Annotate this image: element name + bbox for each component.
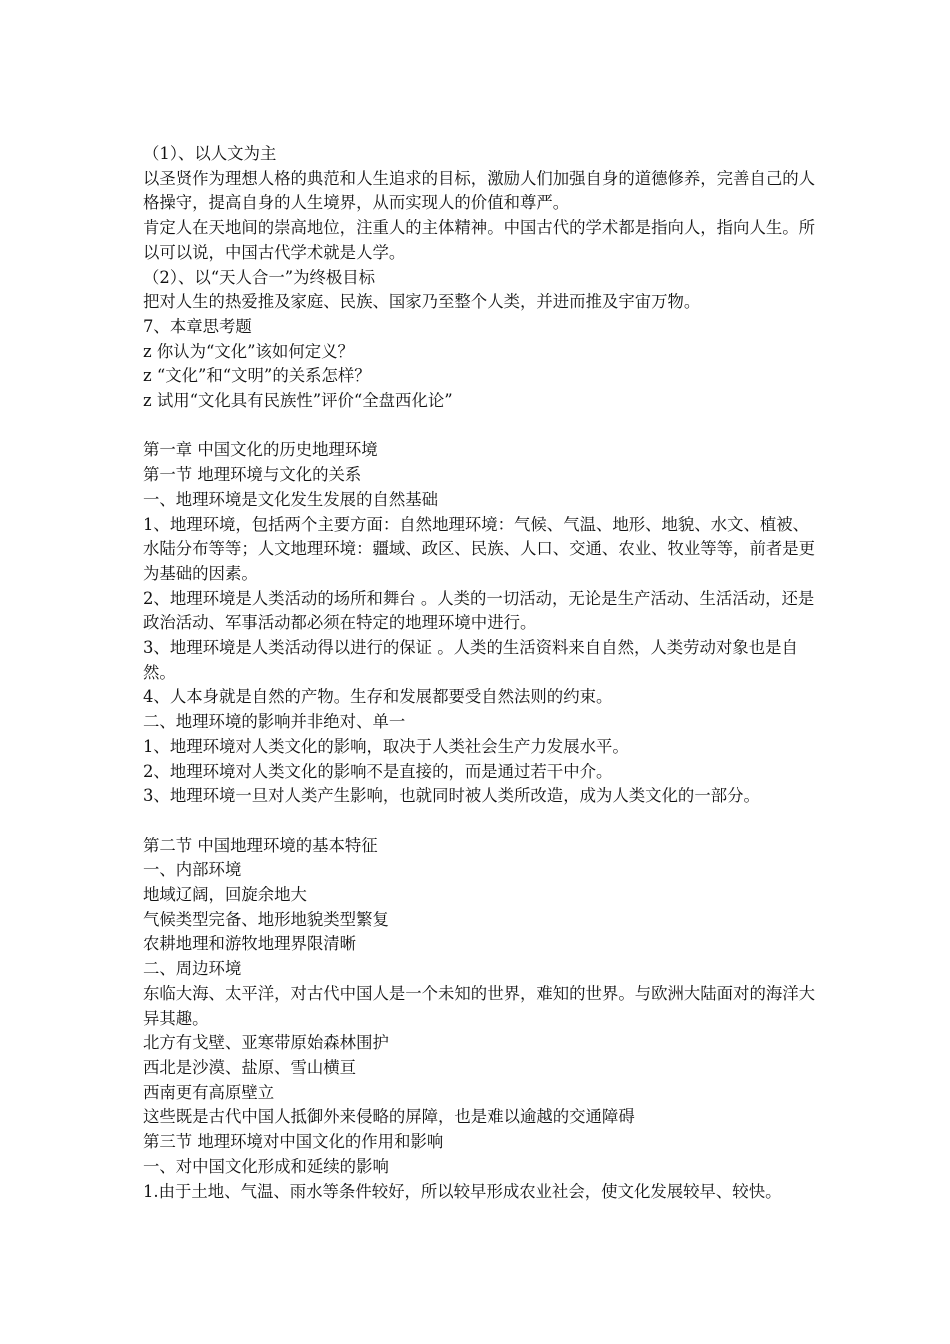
paragraph: 北方有戈壁、亚寒带原始森林围护: [143, 1033, 389, 1053]
section-title: 第二节 中国地理环境的基本特征: [143, 835, 378, 855]
subheading: 二、周边环境: [143, 959, 242, 979]
question-item: z 你认为“文化”该如何定义？: [143, 341, 354, 361]
section-title: 第三节 地理环境对中国文化的作用和影响: [143, 1132, 444, 1152]
blank-line: [143, 414, 823, 439]
paragraph-human-status: 肯定人在天地间的崇高地位，注重人的主体精神。中国古代的学术都是指向人，指向人生。所以可以说，中国古代学术就是人学。: [143, 218, 816, 262]
section-geography-features: [143, 834, 823, 1205]
section-humanism: [143, 142, 823, 414]
paragraph: 西南更有高原壁立: [143, 1082, 275, 1102]
section-chapter-one: [143, 438, 823, 809]
list-item: 3、地理环境一旦对人类产生影响，也就同时被人类所改造，成为人类文化的一部分。: [143, 786, 760, 806]
list-item: 1.由于土地、气温、雨水等条件较好，所以较早形成农业社会，使文化发展较早、较快。: [143, 1181, 782, 1201]
list-item: 3、地理环境是人类活动得以进行的保证 。人类的生活资料来自自然，人类劳动对象也是自然。: [143, 638, 798, 682]
list-item: 2、地理环境对人类文化的影响不是直接的，而是通过若干中介。: [143, 761, 613, 781]
subheading: 一、对中国文化形成和延续的影响: [143, 1156, 389, 1176]
paragraph-sages: 以圣贤作为理想人格的典范和人生追求的目标，激励人们加强自身的道德修养，完善自己的人格操守，提高自身的人生境界，从而实现人的价值和尊严。: [143, 168, 816, 213]
subheading-humanism: （1）、以人文为主: [143, 144, 277, 163]
question-item: z 试用“文化具有民族性”评价“全盘西化论”: [143, 391, 453, 411]
chapter-title: 第一章 中国文化的历史地理环境: [143, 440, 378, 460]
section-title: 第一节 地理环境与文化的关系: [143, 465, 362, 485]
question-item: z “文化”和“文明”的关系怎样？: [143, 366, 371, 386]
subheading: 二、地理环境的影响并非绝对、单一: [143, 712, 406, 732]
paragraph: 气候类型完备、地形地貌类型繁复: [143, 909, 389, 929]
list-item: 1、地理环境对人类文化的影响，取决于人类社会生产力发展水平。: [143, 736, 629, 756]
subheading-tianren-heyi: （2）、以“天人合一”为终极目标: [143, 267, 376, 287]
list-item: 1、地理环境，包括两个主要方面：自然地理环境：气候、气温、地形、地貌、水文、植被、水陆分布等等；人文地理环境：疆域、政区、民族、人口、交通、农业、牧业等等，前者是更为基础的因素。: [143, 514, 816, 583]
paragraph-love-of-life: 把对人生的热爱推及家庭、民族、国家乃至整个人类，并进而推及宇宙万物。: [143, 292, 701, 312]
paragraph: 西北是沙漠、盐原、雪山横亘: [143, 1057, 357, 1077]
document-page: [143, 142, 823, 1204]
heading-chapter-questions: 7、本章思考题: [143, 316, 252, 336]
list-item: 2、地理环境是人类活动的场所和舞台 。人类的一切活动，无论是生产活动、生活活动，还是政治活动、军事活动都必须在特定的地理环境中进行。: [143, 588, 815, 633]
paragraph: 地域辽阔，回旋余地大: [143, 885, 307, 905]
paragraph: 农耕地理和游牧地理界限清晰: [143, 934, 357, 954]
subheading: 一、地理环境是文化发生发展的自然基础: [143, 489, 439, 509]
list-item: 4、人本身就是自然的产物。生存和发展都要受自然法则的约束。: [143, 687, 613, 707]
paragraph: 东临大海、太平洋，对古代中国人是一个未知的世界，难知的世界。与欧洲大陆面对的海洋大异其趣。: [143, 983, 816, 1028]
paragraph: 这些既是古代中国人抵御外来侵略的屏障，也是难以逾越的交通障碍: [143, 1107, 635, 1127]
blank-line: [143, 809, 823, 834]
subheading: 一、内部环境: [143, 860, 242, 880]
